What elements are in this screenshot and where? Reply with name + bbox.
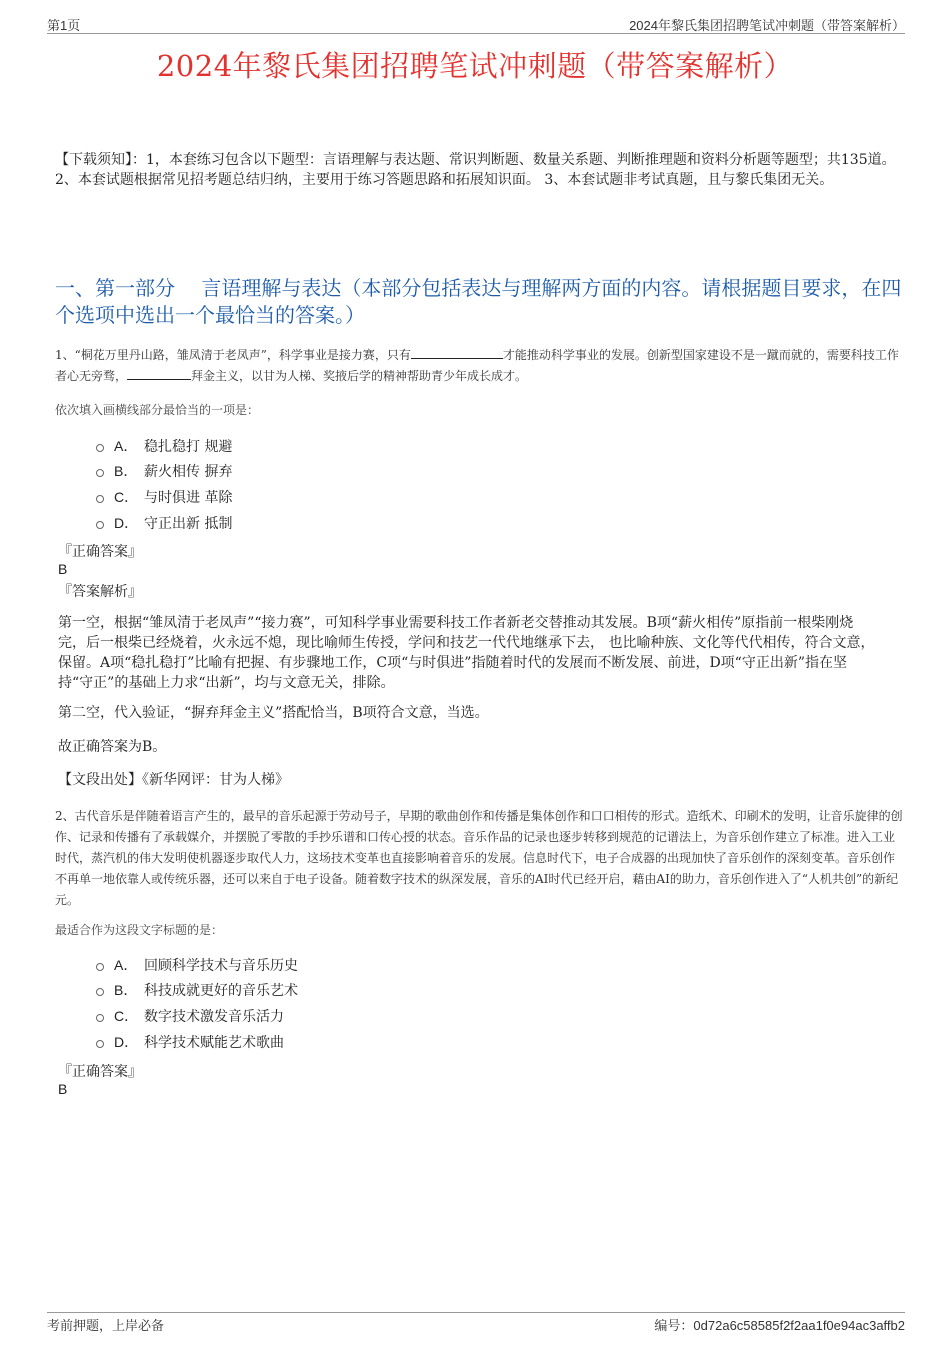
q1-text-part-b: 才能推动科学事业的发展。创新型国家建设不是一蹴而就的，需要科技工作者心无旁骛， bbox=[55, 348, 899, 383]
section-heading: 一、第一部分 言语理解与表达（本部分包括表达与理解两方面的内容。请根据题目要求，在四个选项中选出一个最恰当的答案。） bbox=[55, 276, 902, 327]
option-b[interactable]: B． 薪火相传 摒弃 bbox=[96, 459, 232, 485]
header-doc-title: 2024年黎氏集团招聘笔试冲刺题（带答案解析） bbox=[629, 18, 905, 33]
option-c[interactable]: C． 与时俱进 革除 bbox=[96, 484, 232, 510]
q2-answer-value: B bbox=[58, 1081, 68, 1097]
download-notice: 【下载须知】：1，本套练习包含以下题型：言语理解与表达题、常识判断题、数量关系题、判断推理题和资料分析题等题型；共135道。 2、本套试题根据常见招考题总结归纳，主要用于练习答题思路和拓展知识面。 3、本套试题非考试真题，且与黎氏集团无关。 bbox=[55, 152, 896, 188]
page-footer bbox=[47, 1312, 905, 1333]
radio-icon[interactable] bbox=[96, 963, 104, 971]
q1-analysis-paragraph-2: 第二空，代入验证，“摒弃拜金主义”搭配恰当，B项符合文意，当选。 bbox=[58, 705, 489, 721]
option-a[interactable]: A． 稳扎稳打 规避 bbox=[96, 433, 232, 459]
radio-icon[interactable] bbox=[96, 521, 104, 529]
option-d[interactable]: D． 守正出新 抵制 bbox=[96, 510, 232, 536]
q1-analysis-paragraph-1: 第一空，根据“雏凤清于老凤声”“接力赛”，可知科学事业需要科技工作者新老交替推动其发展。B项“薪火相传”原指前一根柴刚烧完，后一根柴已经烧着，火永远不熄，现比喻师生传授，学问和技艺一代代地继承下去， 也比喻种族、文化等代代相传，符合文意，保留。A项“稳扎稳打”比喻有把握、有步骤地工作，C项“与时俱进”指随着时代的发展而不断发展、前进，D项“守正出新”指在坚持“守正”的基础上力求“出新”，均与文意无关，排除。 bbox=[58, 615, 875, 691]
radio-icon[interactable] bbox=[96, 444, 104, 452]
footer-code: 编号：0d72a6c58585f2f2aa1f0e94ac3affb2 bbox=[654, 1318, 905, 1333]
radio-icon[interactable] bbox=[96, 1040, 104, 1048]
question-2-stem: 2、古代音乐是伴随着语言产生的，最早的音乐起源于劳动号子，早期的歌曲创作和传播是集体创作和口口相传的形式。造纸术、印刷术的发明，让音乐旋律的创作、记录和传播有了承载媒介，并摆脱了零散的手抄乐谱和口传心授的状态。音乐作品的记录也逐步转移到规范的记谱法上，为音乐创作建立了标准。进入工业时代，蒸汽机的伟大发明使机器逐步取代人力，这场技术变革也直接影响着音乐的发展。信息时代下，电子合成器的出现加快了音乐创作的深刻变革。音乐创作不再单一地依靠人或传统乐器，还可以来自于电子设备。随着数字技术的纵深发展，音乐的AI时代已经开启，藉由AI的助力，音乐创作进入了“人机共创”的新纪元。 bbox=[55, 809, 903, 907]
page-header bbox=[47, 13, 905, 34]
question-2-options bbox=[96, 952, 298, 1054]
radio-icon[interactable] bbox=[96, 495, 104, 503]
question-1-stem bbox=[55, 345, 905, 387]
q1-analysis-label: 『答案解析』 bbox=[58, 584, 142, 600]
document-title: 2024年黎氏集团招聘笔试冲刺题（带答案解析） bbox=[156, 49, 794, 83]
option-a[interactable]: A． 回顾科学技术与音乐历史 bbox=[96, 952, 298, 978]
fill-blank-1 bbox=[411, 345, 503, 359]
q1-text-part-c: 拜金主义，以甘为人梯、奖掖后学的精神帮助青少年成长成才。 bbox=[191, 369, 528, 383]
q1-answer-value: B bbox=[58, 561, 68, 577]
question-1-options bbox=[96, 433, 232, 535]
option-d[interactable]: D． 科学技术赋能艺术歌曲 bbox=[96, 1029, 298, 1055]
footer-slogan: 考前押题，上岸必备 bbox=[47, 1318, 165, 1333]
radio-icon[interactable] bbox=[96, 1014, 104, 1022]
option-b[interactable]: B． 科技成就更好的音乐艺术 bbox=[96, 978, 298, 1004]
question-2-prompt: 最适合作为这段文字标题的是： bbox=[55, 923, 224, 937]
question-1-prompt: 依次填入画横线部分最恰当的一项是： bbox=[55, 403, 260, 417]
q1-source: 【文段出处】《新华网评：甘为人梯》 bbox=[58, 772, 289, 788]
q1-analysis-paragraph-3: 故正确答案为B。 bbox=[58, 739, 167, 755]
radio-icon[interactable] bbox=[96, 988, 104, 996]
radio-icon[interactable] bbox=[96, 469, 104, 477]
fill-blank-2 bbox=[127, 366, 191, 380]
q1-answer-label: 『正确答案』 bbox=[58, 544, 142, 560]
page-number: 第1页 bbox=[47, 18, 81, 33]
option-c[interactable]: C． 数字技术激发音乐活力 bbox=[96, 1003, 298, 1029]
q1-text-part-a: 1、“桐花万里丹山路，雏凤清于老凤声”，科学事业是接力赛，只有 bbox=[55, 348, 411, 362]
q2-answer-label: 『正确答案』 bbox=[58, 1064, 142, 1080]
